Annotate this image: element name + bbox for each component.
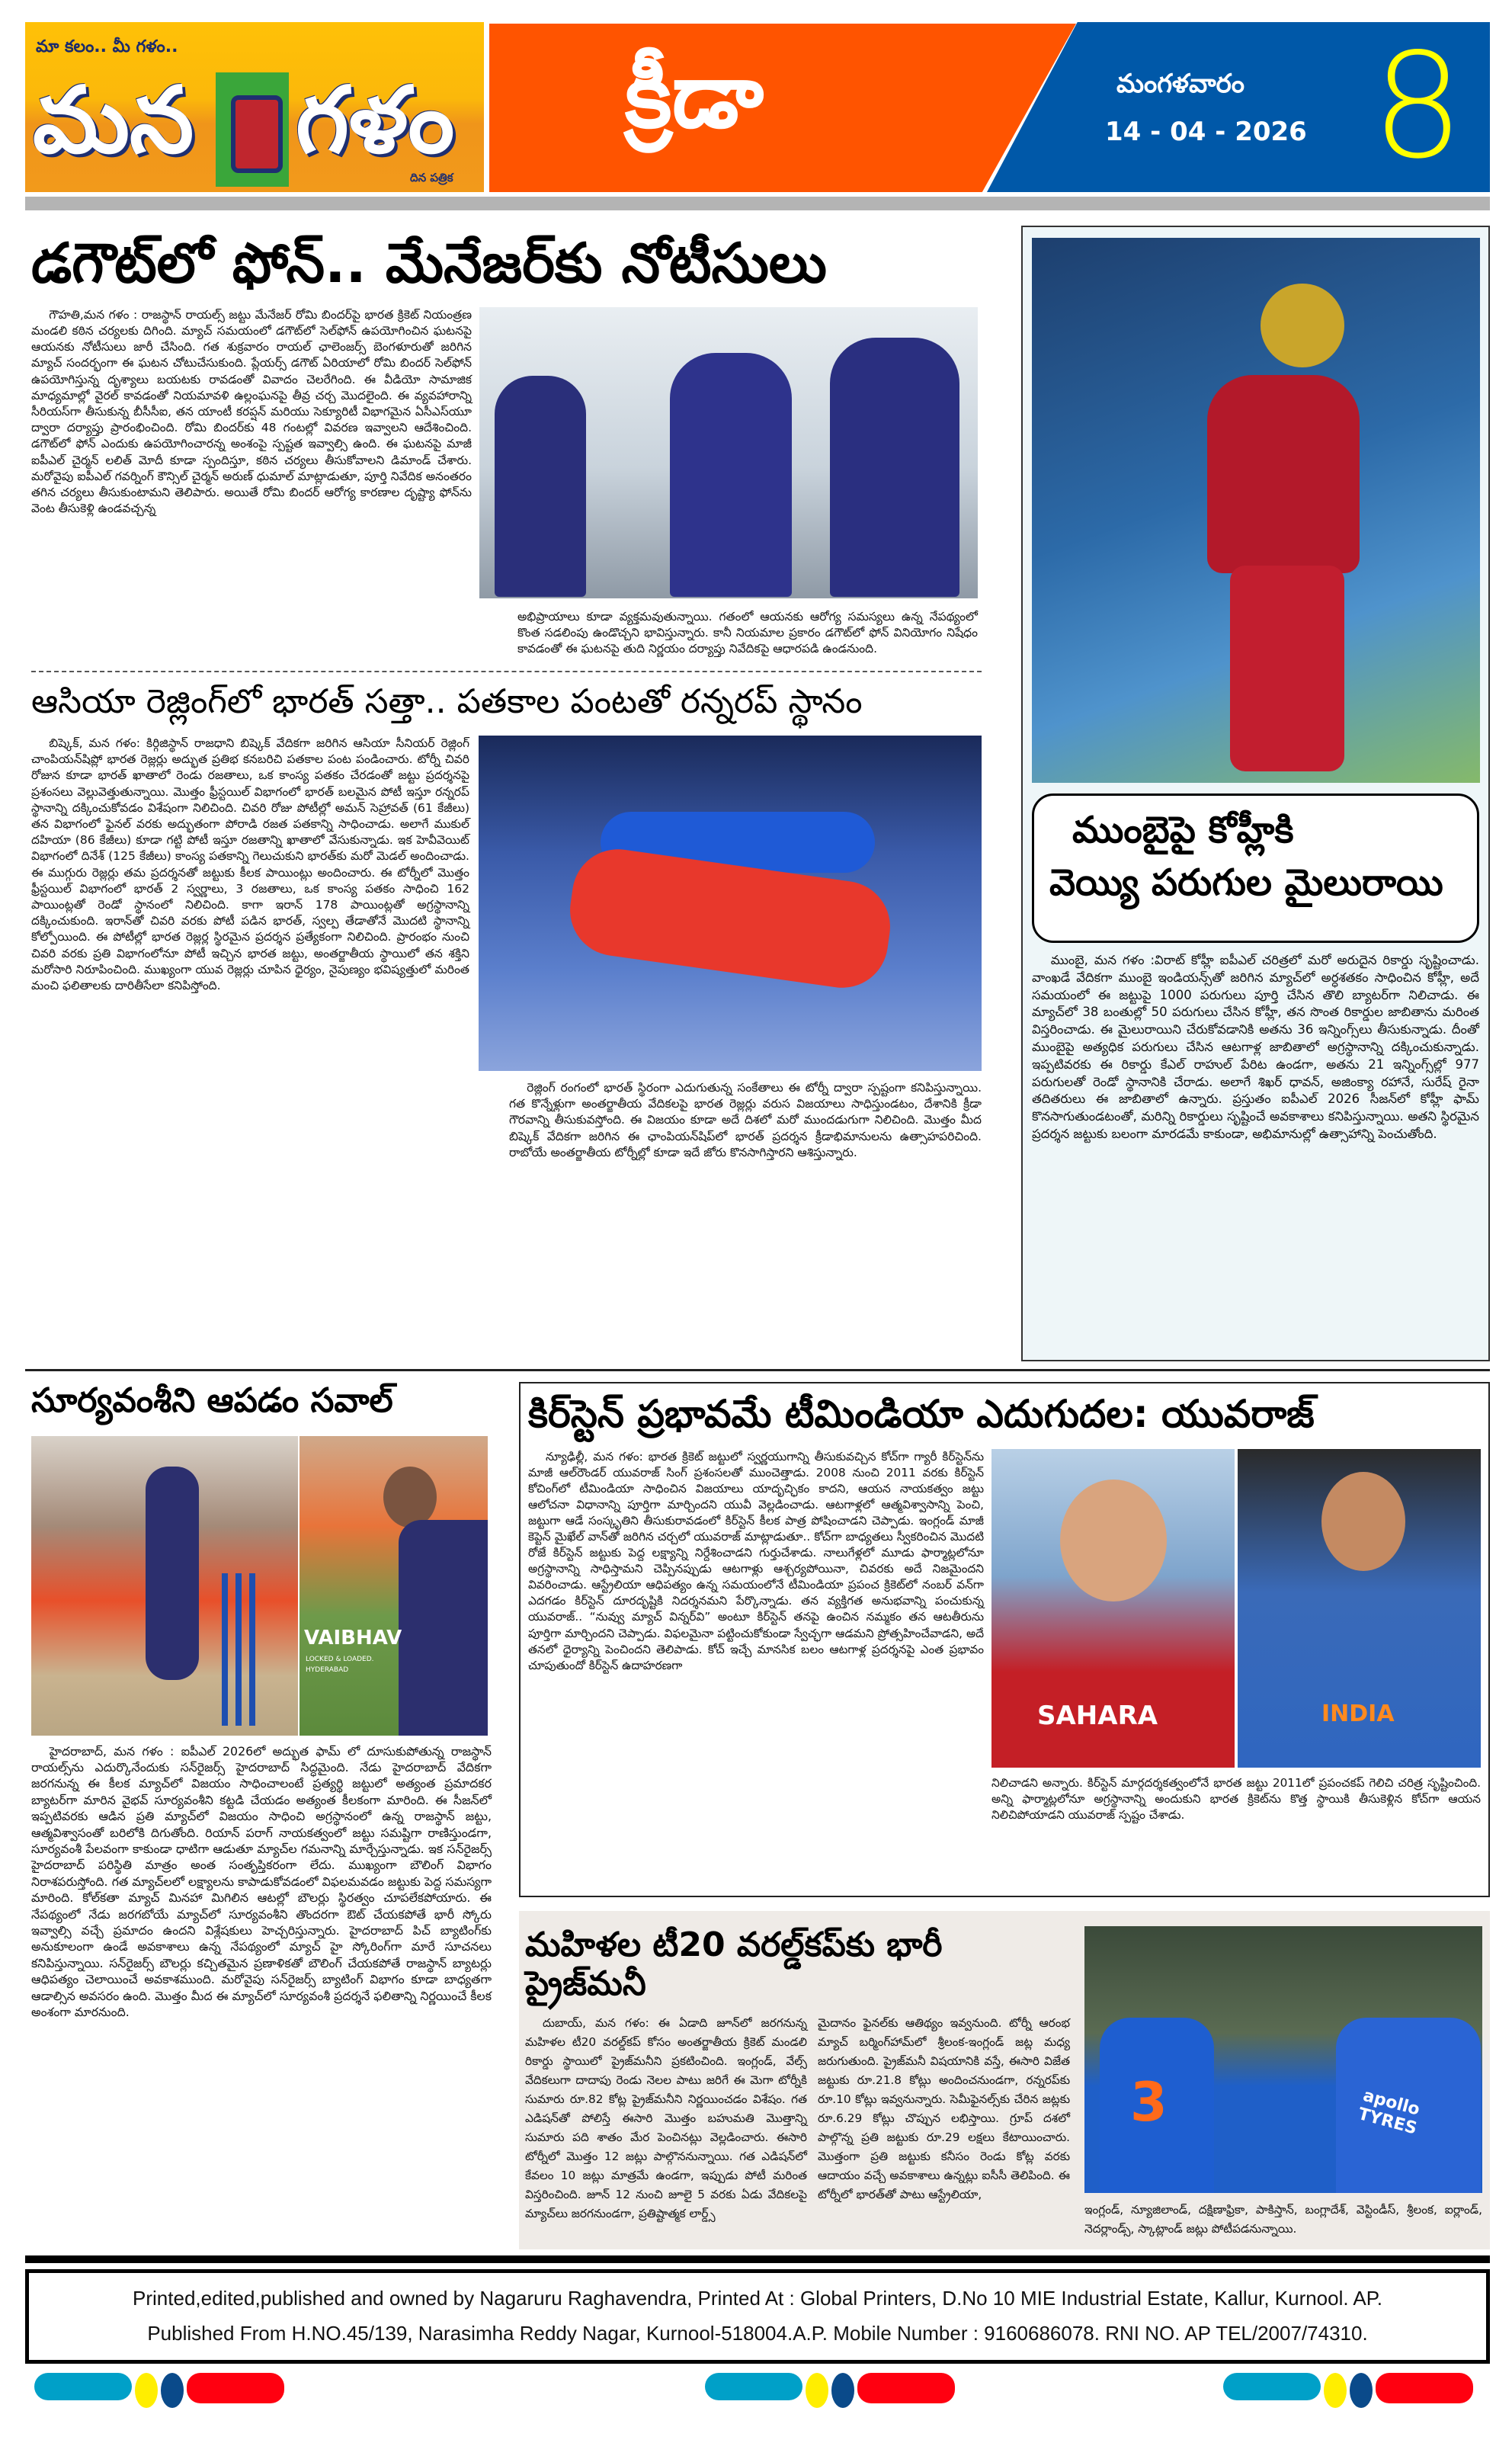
kohli-headline-line1: ముంబైపై కోహ్లీకి	[1072, 809, 1294, 851]
dugout-headline: డగౌట్‌లో ఫోన్.. మేనేజర్‌కు నోటీసులు	[31, 231, 827, 295]
section-divider	[25, 1369, 1490, 1371]
kohli-article-box	[1021, 226, 1490, 1361]
women-t20-article-box	[519, 1911, 1490, 2249]
women-t20-right-column	[1084, 1926, 1482, 2239]
wrestling-body-col1: బిష్కెక్, మన గళం: కిర్గిజిస్థాన్ రాజధాని బిష్కెక్ వేదికగా జరిగిన ఆసియా సీనియర్ రెజ్లింగ్ చాంపియన్‌షిప్లో భారత రెజ్లర్లు అద్భుత ప్రతిభ కనబరిచి పతకాల పంట పండించారు. టోర్నీ చివరి రోజున కూడా భారత్ ఖాతాలో రెండు రజతాలు, ఒక కాంస్య పతకం చేరడంతో జట్టు ప్రదర్శనపై ప్రశంసలు వెల్లువెత్తుతున్నాయి. మొత్తం ఫ్రీస్టయిల్ విభాగంలో భారత్ బలమైన పోటీ ఇస్తూ రన్నరప్ స్థానాన్ని దక్కించుకోవడం విశేషంగా నిలిచింది. చివరి రోజు పోటీల్లో అమన్ సెహ్రావత్ (61 కేజీలు) తన విభాగంలో ఫైనల్ వరకు అద్భుతంగా పోరాడి రజత పతకాన్ని సాధించాడు. అలాగే ముకుల్ దహియా (86 కేజీలు) కూడా గట్టి పోటీ ఇస్తూ రజతాన్ని ఖాతాలో వేసుకున్నాడు. ఇక హెవీవెయిట్ విభాగంలో దినేశ్ (125 కేజీలు) కాంస్య పతకాన్ని గెలుచుకుని భారత్‌కు మరో మెడల్ అందించాడు. ఈ ముగ్గురు రెజ్లర్లు తమ ప్రదర్శనతో జట్టుకు కీలక పాయింట్లు అందించారు. ఈ టోర్నీలో మొత్తం ఫ్రీస్టయిల్ విభాగంలో భారత్ 2 స్వర్ణాలు, 3 రజతాలు, ఒక కాంస్య పతకం సాధించి 162 పాయింట్లతో రెండో స్థానంలో నిలిచింది. కాగా ఇరాన్ 178 పాయింట్లతో అగ్రస్థానాన్ని దక్కించుకుంది. ఇరాన్‌తో చివరి వరకు పోటీ పడిన భారత్, స్వల్ప తేడాతోనే మొదటి స్థానాన్ని కోల్పోయింది. ఈ పోటీల్లో భారత రెజ్లర్ల స్థిరమైన ప్రదర్శన ప్రత్యేకంగా నిలిచింది. ప్రారంభం నుంచి చివరి వరకు ప్రతి విభాగంలోనూ పోటీ ఇచ్చిన భారత జట్టు, అంతర్జాతీయ స్థాయిలో తన శక్తిని మరోసారి నిరూపించింది. ముఖ్యంగా యువ రెజ్లర్లు చూపిన ధైర్యం, నైపుణ్యం భవిష్యత్తులో మరింత మంచి ఫలితాలకు దారితీసేలా కనిపిస్తోంది.	[31, 736, 469, 993]
kohli-batting-photo	[1032, 238, 1480, 783]
kirsten-article-box	[519, 1382, 1490, 1897]
suryavanshi-photos	[31, 1436, 492, 1736]
section-divider	[31, 671, 982, 672]
registration-mark	[187, 2373, 284, 2403]
registration-mark	[135, 2373, 158, 2408]
masthead-name-part2: గళం	[296, 68, 455, 174]
dugout-photo	[479, 307, 978, 598]
page-body	[25, 226, 1490, 2419]
suryavanshi-article	[25, 1382, 492, 2021]
raised-fist-emblem-icon	[216, 72, 289, 187]
top-section	[25, 226, 1490, 1361]
registration-mark	[1223, 2373, 1321, 2400]
wrestling-article	[31, 736, 982, 1161]
registration-mark	[1350, 2373, 1373, 2408]
photo-overlay-jersey: INDIA	[1321, 1700, 1395, 1727]
photo-overlay-sponsor: SAHARA	[1037, 1700, 1158, 1731]
issue-date: 14 - 04 - 2026	[1105, 117, 1307, 147]
registration-marks-row	[25, 2373, 1490, 2419]
women-t20-body-col1: దుబాయ్, మన గళం: ఈ ఏడాది జూన్‌లో జరగనున్న మహిళల టీ20 వరల్డ్‌కప్ కోసం అంతర్జాతీయ క్రికెట్ మండలి రికార్డు స్థాయిలో ప్రైజ్‌మనీని ప్రకటించింది. ఇంగ్లండ్, వేల్స్ వేదికలుగా దాదాపు రెండు నెలల పాటు జరిగే ఈ మెగా టోర్నీకి సుమారు రూ.82 కోట్ల ప్రైజ్‌మనీని నిర్ణయించడం విశేషం. గత ఎడిషన్‌తో పోలిస్తే ఈసారి మొత్తం బహుమతి మొత్తాన్ని సుమారు పది శాతం మేర పెంచినట్లు వెల్లడించారు. ఈసారి టోర్నీలో మొత్తం 12 జట్లు పాల్గొననున్నాయి. గత ఎడిషన్‌లో కేవలం 10 జట్లు మాత్రమే ఉండగా, ఇప్పుడు పోటీ మరింత విస్తరించింది. జూన్ 12 నుంచి జూలై 5 వరకు ఏడు వేదికలపై మ్యాచ్‌లు జరగనుండగా, ప్రతిష్టాత్మక లార్డ్స్	[525, 2016, 807, 2221]
kirsten-body-col2: నిలిచాడని అన్నారు. కిర్‌స్టెన్ మార్గదర్శకత్వంలోనే భారత జట్టు 2011లో ప్రపంచకప్ గెలిచి చరిత్ర సృష్టించింది. అన్ని ఫార్మాట్లలోనూ అగ్రస్థానాన్ని అందుకుని భారత క్రికెట్‌ను కొత్త స్థాయికి తీసుకెళ్లిన కోచ్‌గా ఆయన నిలిచిపోయాడని యువరాజ్ స్పష్టం చేశాడు.	[991, 1775, 1481, 1822]
dugout-article	[31, 307, 982, 658]
photo-overlay-number: 3	[1130, 2071, 1168, 2134]
dugout-body-col1: గౌహతి,మన గళం : రాజస్థాన్ రాయల్స్ జట్టు మేనేజర్ రోమి బిందర్‌పై భారత క్రికెట్ నియంత్రణ మండలి కఠిన చర్యలకు దిగింది. మ్యాచ్ సమయంలో డగౌట్‌లో సెల్‌ఫోన్ ఉపయోగించిన ఘటనపై ఆయనకు నోటీసులు జారీ చేసింది. గత శుక్రవారం రాయల్ ఛాలెంజర్స్ బెంగళూరుతో జరిగిన మ్యాచ్ సందర్భంగా ఈ ఘటన చోటుచేసుకుంది. ప్లేయర్స్ డగౌట్ ఏరియాలో రోమి బిందర్ సెల్‌ఫోన్ ఉపయోగిస్తున్న దృశ్యాలు బయటకు రావడంతో వివాదం చెలరేగింది. ఈ వీడియో సామాజిక మాధ్యమాల్లో వైరల్ కావడంతో నియమావళి ఉల్లంఘనపై తీవ్ర చర్చ మొదలైంది. ఈ వ్యవహారాన్ని సీరియస్‌గా తీసుకున్న బీసీసీఐ, తన యాంటీ కరప్షన్ మరియు సెక్యూరిటీ విభాగమైన ఏసీఎస్‌యూ ద్వారా దర్యాప్తు ప్రారంభించింది. రోమి బిందర్‌కు 48 గంటల్లో వివరణ ఇవ్వాలని ఆదేశించింది. డగౌట్‌లో ఫోన్ ఎందుకు ఉపయోగించారన్న అంశంపై స్పష్టత ఇవ్వాల్సి ఉంది. ఈ ఘటనపై మాజీ ఐపీఎల్ చైర్మన్ లలిత్ మోదీ కూడా స్పందిస్తూ, కఠిన చర్యలు తీసుకోవాలని డిమాండ్ చేశారు. మరోవైపు ఐపీఎల్ గవర్నింగ్ కౌన్సిల్ చైర్మన్ అరుణ్ ధుమాల్ మాట్లాడుతూ, పూర్తి నివేదిక అనంతరం తగిన చర్యలు తీసుకుంటామని తెలిపారు. అయితే రోమి బిందర్ ఆరోగ్య కారణాల దృష్ట్యా ఫోన్‌ను వెంట తీసుకెళ్లి ఉండవచ్చన్న	[31, 307, 472, 516]
women-t20-columns	[525, 2014, 1070, 2223]
kohli-body: ముంబై, మన గళం :విరాట్ కోహ్లీ ఐపీఎల్ చరిత్రలో మరో అరుదైన రికార్డు సృష్టించాడు. వాంఖడే వేదికగా ముంబై ఇండియన్స్‌తో జరిగిన మ్యాచ్‌లో అర్ధశతకం సాధించిన కోహ్లీ, అదే సమయంలో ఈ జట్టుపై 1000 పరుగులు పూర్తి చేసిన తొలి బ్యాటర్‌గా నిలిచాడు. ఈ మ్యాచ్‌లో 38 బంతుల్లో 50 పరుగులు చేసిన కోహ్లీ, తన సొంత రికార్డుల జాబితాను మరింత విస్తరించాడు. ఈ మైలురాయిని చేరుకోవడానికి అతను 36 ఇన్నింగ్స్‌లు తీసుకున్నాడు. దీంతో ముంబైపై అత్యధిక పరుగులు చేసిన ఆటగాళ్ల జాబితాలో అగ్రస్థానాన్ని దక్కించుకున్నాడు. ఇప్పటివరకు ఈ రికార్డు కేఎల్ రాహుల్ పేరిట ఉండగా, అతను 21 ఇన్నింగ్స్‌ల్లో 977 పరుగులతో రెండో స్థానానికి చేరాడు. అలాగే శిఖర్ ధావన్, అజింక్యా రహానే, సురేష్ రైనా తదితరులు ఈ జాబితాలో ఉన్నారు. ప్రస్తుతం ఐపీఎల్ 2026 సీజన్‌లో కోహ్లీ ఫామ్ కొనసాగుతుండటంతో, మరిన్ని రికార్డులు సృష్టించే అవకాశాలు కనిపిస్తున్నాయి. అతని స్థిరమైన ప్రదర్శన జట్టుకు బలంగా మారడమే కాకుండా, అభిమానుల్లో ఉత్సాహాన్ని పెంచుతోంది.	[1032, 953, 1479, 1141]
bottom-section	[25, 1382, 1490, 2249]
suryavanshi-nets-photo	[31, 1436, 298, 1736]
masthead-name-part1: మన	[33, 68, 194, 174]
section-title: క్రీడా	[625, 43, 764, 148]
imprint-box	[25, 2269, 1490, 2364]
women-team-photo	[1084, 1926, 1482, 2193]
kohli-headline-line2: వెయ్యి పరుగుల మైలురాయి	[1049, 861, 1443, 905]
wrestling-body-col2: రెజ్లింగ్ రంగంలో భారత్ స్థిరంగా ఎదుగుతున్న సంకేతాలు ఈ టోర్నీ ద్వారా స్పష్టంగా కనిపిస్తున్నాయి. గత కొన్నేళ్లుగా అంతర్జాతీయ వేదికలపై భారత రెజ్లర్లు వరుస విజయాలు సాధిస్తుండటం, దేశానికి క్రీడా గౌరవాన్ని తీసుకువస్తోంది. ఈ విజయం కూడా అదే దిశలో మరో ముందడుగుగా నిలిచింది. మొత్తం మీద బిష్కెక్ వేదికగా జరిగిన ఈ ఛాంపియన్‌షిప్‌లో భారత్ ప్రదర్శన క్రీడాభిమానులను ఉత్సాహపరిచింది. రాబోయే అంతర్జాతీయ టోర్నీల్లో కూడా ఇదే జోరు కొనసాగిస్తారని ఆశిస్తున్నారు.	[509, 1081, 982, 1159]
registration-mark	[34, 2373, 132, 2400]
imprint-line1: Printed,edited,published and owned by Nagaruru Raghavendra, Printed At : Global Printers, D.No 10 MIE Industrial Estate, Kallur, Kurnool. AP.	[133, 2287, 1382, 2310]
kirsten-headline: కిర్‌స్టెన్ ప్రభావమే టీమిండియా ఎదుగుదల: యువరాజ్	[528, 1392, 1315, 1436]
photo-overlay-tag: LOCKED & LOADED.	[306, 1655, 374, 1663]
photo-overlay-name: VAIBHAV	[304, 1626, 402, 1649]
suryavanshi-body: హైదరాబాద్, మన గళం : ఐపీఎల్ 2026లో అద్భుత ఫామ్ లో దూసుకుపోతున్న రాజస్థాన్ రాయల్స్‌ను ఎదుర్కొనేందుకు సన్‌రైజర్స్ హైదరాబాద్ సిద్ధమైంది. నేడు హైదరాబాద్ వేదికగా జరగనున్న ఈ కీలక మ్యాచ్‌లో విజయం సాధించాలంటే ప్రత్యర్థి జట్టులో అత్యంత ప్రమాదకర బ్యాటర్‌గా మారిన వైభవ్ సూర్యవంశీని కట్టడి చేయడం అత్యంత కీలకంగా మారింది. ఈ సీజన్‌లో ఇప్పటివరకు ఆడిన ప్రతి మ్యాచ్‌లో విజయం సాధించి అగ్రస్థానంలో ఉన్న రాజస్థాన్ జట్టు, ఆత్మవిశ్వాసంతో బరిలోకి దిగుతోంది. రియాన్ పరాగ్ నాయకత్వంలో జట్టు సమష్టిగా రాణిస్తుండగా, సూర్యవంశీ పేలవంగా కాకుండా ధాటిగా ఆడుతూ మ్యాచ్‌ల గమనాన్ని మార్చేస్తున్నాడు. ఇక సన్‌రైజర్స్ హైదరాబాద్ పరిస్థితి మాత్రం అంత సంతృప్తికరంగా లేదు. ముఖ్యంగా బౌలింగ్ విభాగం నిరాశపరుస్తోంది. గత మ్యాచ్‌లలో లక్ష్యాలను కాపాడుకోవడంలో విఫలమవడం జట్టుకు పెద్ద సమస్యగా మారింది. కోల్‌కతా మ్యాచ్ మినహా మిగిలిన ఆటల్లో బౌలర్లు స్థిరత్వం చూపలేకపోయారు. ఈ నేపథ్యంలో నేడు జరగబోయే మ్యాచ్‌లో సూర్యవంశీని తొందరగా ఔట్ చేయకపోతే భారీ స్కోరు ఇవ్వాల్సి వచ్చే ప్రమాదం ఉందని విశ్లేషకులు హెచ్చరిస్తున్నారు. హైదరాబాద్ పిచ్ బ్యాటింగ్‌కు అనుకూలంగా ఉండే అవకాశాలు ఉన్న నేపథ్యంలో మ్యాచ్ హై స్కోరింగ్‌గా మారే సూచనలు కనిపిస్తున్నాయి. సన్‌రైజర్స్ బౌలర్లు కచ్చితమైన ప్రణాళికతో బౌలింగ్ చేయకపోతే రాజస్థాన్ బ్యాటర్లు ఆధిపత్యం చెలాయించే అవకాశముంది. మరోవైపు సన్‌రైజర్స్ బ్యాటింగ్ విభాగం కూడా బాధ్యతగా ఆడాల్సిన అవసరం ఉంది. మొత్తం మీద ఈ మ్యాచ్‌లో సూర్యవంశీ ప్రదర్శనే ఫలితాన్ని నిర్ణయించే కీలక అంశంగా మారనుంది.	[31, 1743, 492, 2020]
registration-mark	[1324, 2373, 1347, 2408]
women-t20-body-col2: మైదానం ఫైనల్‌కు ఆతిథ్యం ఇవ్వనుంది. టోర్నీ ఆరంభ మ్యాచ్ బర్మింగ్‌హామ్‌లో శ్రీలంక-ఇంగ్లండ్ జట్ల మధ్య జరుగుతుంది. ప్రైజ్‌మనీ విషయానికి వస్తే, ఈసారి విజేత జట్టుకు రూ.21.8 కోట్లు అందించనుండగా, రన్నరప్‌కు రూ.10 కోట్లు ఇవ్వనున్నారు. సెమీఫైనల్స్‌కు చేరిన జట్లకు రూ.6.29 కోట్లు చొప్పున లభిస్తాయి. గ్రూప్ దశలో పాల్గొన్న ప్రతి జట్టుకు రూ.29 లక్షలు కేటాయించారు. మొత్తంగా ప్రతి జట్టుకు కనీసం రెండు కోట్ల వరకు ఆదాయం వచ్చే అవకాశాలు ఉన్నట్లు ఐసీసీ తెలిపింది. ఈ టోర్నీలో భారత్‌తో పాటు ఆస్ట్రేలియా,	[818, 2016, 1070, 2202]
weekday: మంగళవారం	[1116, 69, 1245, 99]
kirsten-right-column	[991, 1449, 1481, 1823]
kirsten-body-col1: న్యూఢిల్లీ, మన గళం: భారత క్రికెట్ జట్టులో స్వర్ణయుగాన్ని తీసుకువచ్చిన కోచ్‌గా గ్యారీ కిర్‌స్టెన్‌ను మాజీ ఆల్‌రౌండర్ యువరాజ్ సింగ్ ప్రశంసలతో ముంచెత్తాడు. 2008 నుంచి 2011 వరకు కిర్‌స్టెన్ కోచింగ్‌లో టీమిండియా సాధించిన విజయాలు యాదృచ్ఛికం కాదని, ఆయన నాయకత్వం జట్టు ఆలోచనా విధానాన్ని పూర్తిగా మార్చిందని యువీ వెల్లడించాడు. ఆటగాళ్లలో ఆత్మవిశ్వాసాన్ని పెంచి, జట్టుగా ఆడే సంస్కృతిని తీసుకురావడంలో కిర్‌స్టెన్ కీలక పాత్ర పోషించాడని చెప్పాడు. ఇంగ్లండ్ మాజీ కెప్టెన్ మైఖేల్ వాన్‌తో జరిగిన చర్చలో యువరాజ్ మాట్లాడుతూ.. కోచ్‌గా బాధ్యతలు స్వీకరించిన మొదటి రోజే కిర్‌స్టెన్ జట్టుకు పెద్ద లక్ష్యాన్ని నిర్దేశించాడని గుర్తుచేశాడు. నాలుగేళ్లలో మూడు ఫార్మాట్లలోనూ అగ్రస్థానాన్ని సాధిస్తామని చెప్పినప్పుడు ఆటగాళ్లు ఆశ్చర్యపోయినా, చివరకు అదే నిజమైందని వివరించాడు. ఆస్ట్రేలియా ఆధిపత్యం ఉన్న సమయంలోనే టీమిండియా ప్రపంచ క్రికెట్‌లో నంబర్ వన్‌గా ఎదగడం కిర్‌స్టెన్ దూరదృష్టికి నిదర్శనమని పేర్కొన్నాడు. తన వ్యక్తిగత అనుభవాన్ని పంచుకున్న యువరాజ్.. “నువ్వు మ్యాచ్ విన్నర్‌వి” అంటూ కిర్‌స్టెన్ తనపై ఉంచిన నమ్మకం తన ఆటతీరును పూర్తిగా మార్చిందని చెప్పాడు. విఫలమైనా పట్టించుకోకుండా స్వేచ్ఛగా ఆడమని ప్రోత్సహించేవాడని, అదే తనలో ధైర్యాన్ని పెంచిందని తెలిపాడు. కోచ్ ఇచ్చే మానసిక బలం ఆటగాళ్ల ప్రదర్శనపై ఎంత ప్రభావం చూపుతుందో కిర్‌స్టెన్ ఉదాహరణగా	[528, 1449, 984, 1672]
registration-mark	[705, 2373, 802, 2400]
photo-overlay-place: HYDERABAD	[306, 1666, 349, 1674]
dugout-right-column	[479, 307, 978, 658]
wrestling-right-column	[479, 736, 982, 1161]
wrestling-photo	[479, 736, 982, 1071]
suryavanshi-portrait-photo	[300, 1436, 488, 1736]
top-left-column	[25, 226, 982, 1161]
photo-overlay-sponsor: apollo TYRES	[1356, 2086, 1422, 2139]
wrestling-headline: ఆసియా రెజ్లింగ్‌లో భారత్ సత్తా.. పతకాల పంటతో రన్నరప్ స్థానం	[31, 682, 863, 722]
imprint-line2: Published From H.NO.45/139, Narasimha Reddy Nagar, Kurnool-518004.A.P. Mobile Number : 9160686078. RNI NO. AP TEL/2007/74310.	[147, 2322, 1368, 2345]
masthead-divider	[25, 197, 1490, 210]
women-t20-left-column	[525, 1926, 1070, 2223]
dugout-body-col2: అభిప్రాయాలు కూడా వ్యక్తమవుతున్నాయి. గతంలో ఆయనకు ఆరోగ్య సమస్యలు ఉన్న నేపథ్యంలో కొంత సడలింపు ఉండొచ్చని భావిస్తున్నారు. కానీ నియమాల ప్రకారం డగౌట్‌లో ఫోన్ వినియోగం నిషేధం కావడంతో ఈ ఘటనపై తుది నిర్ణయం దర్యాప్తు నివేదికపై ఆధారపడి ఉండనుంది.	[517, 609, 978, 656]
registration-mark	[857, 2373, 955, 2403]
registration-mark	[806, 2373, 828, 2408]
women-t20-body-col3: ఇంగ్లండ్, న్యూజిలాండ్, దక్షిణాఫ్రికా, పాకిస్తాన్, బంగ్లాదేశ్, వెస్టిండీస్, శ్రీలంక, ఐర్లాండ్, నెదర్లాండ్స్, స్కాట్లాండ్ జట్లు పోటీపడనున్నాయి.	[1084, 2203, 1482, 2236]
suryavanshi-headline: సూర్యవంశీని ఆపడం సవాల్	[31, 1381, 393, 1420]
bottom-right-column	[519, 1382, 1490, 2249]
masthead-subtitle: దిన పత్రిక	[410, 171, 453, 184]
section-banner	[489, 24, 1076, 192]
kirsten-photos	[991, 1449, 1481, 1768]
registration-mark	[1376, 2373, 1473, 2403]
registration-mark	[831, 2373, 854, 2408]
masthead-logo	[25, 22, 484, 192]
registration-mark	[161, 2373, 184, 2408]
masthead-tagline: మా కలం.. మీ గళం..	[36, 37, 178, 56]
kohli-headline-box	[1032, 793, 1479, 943]
footer-rule	[25, 2255, 1490, 2263]
page-number: 8	[1372, 22, 1464, 191]
women-t20-headline: మహిళల టీ20 వరల్డ్‌కప్‌కు భారీ ప్రైజ్‌మనీ	[525, 1925, 943, 2003]
yuvraj-photo	[1238, 1449, 1481, 1768]
kirsten-photo	[991, 1449, 1235, 1768]
